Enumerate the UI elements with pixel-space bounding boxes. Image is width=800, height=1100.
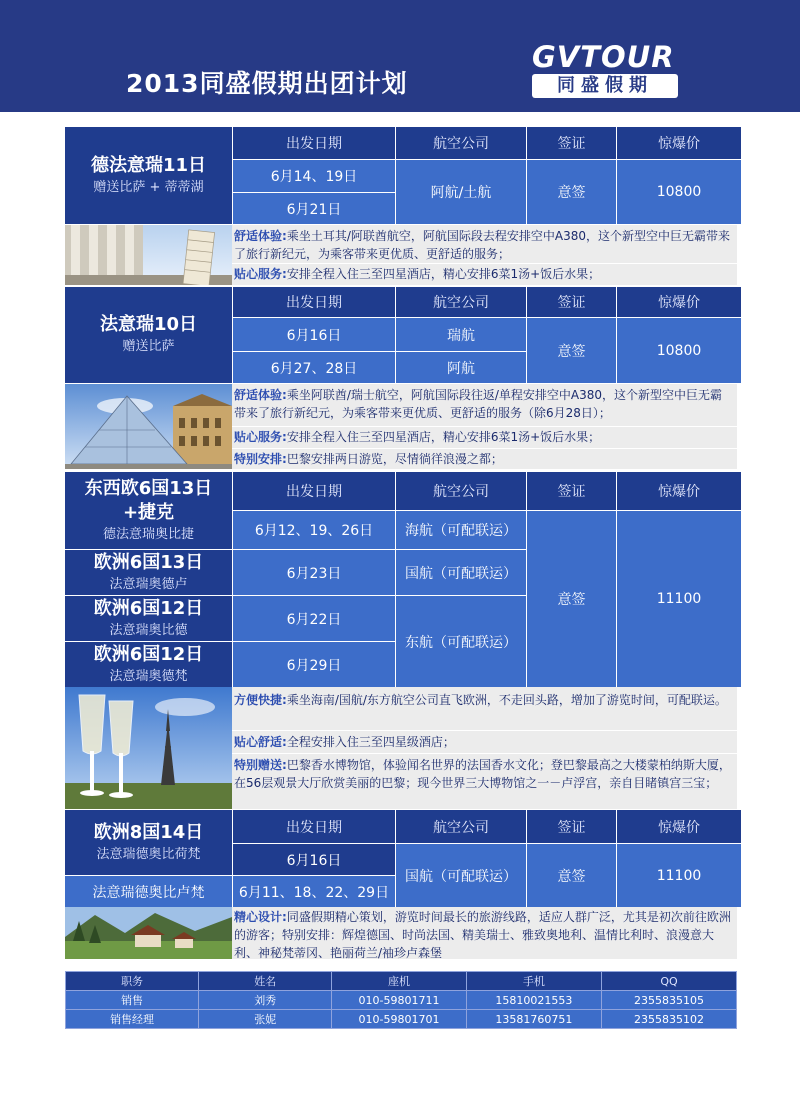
eiffel-champagne-photo <box>65 687 232 809</box>
col-header-price: 惊爆价 <box>617 127 741 159</box>
info-text: 全程安排入住三至四星级酒店； <box>286 735 455 749</box>
col-header-airline: 航空公司 <box>396 127 526 159</box>
tour-2-date-2: 6月27、28日 <box>233 352 395 383</box>
info-label: 特别安排: <box>234 452 287 466</box>
tour-3-sub-3: 法意瑞奥比德 <box>109 622 188 638</box>
col-header-airline: 航空公司 <box>396 287 526 317</box>
contact-role: 销售经理 <box>66 1010 199 1029</box>
contact-phone: 010-59801701 <box>332 1010 467 1029</box>
info-text: 安排全程入住三至四星酒店，精心安排6菜1汤+饭后水果； <box>286 430 601 444</box>
tour-1-info-line-2 <box>234 265 733 283</box>
info-label: 贴心舒适: <box>234 735 287 749</box>
contact-qq: 2355835105 <box>601 991 736 1010</box>
tour-2-price: 10800 <box>617 318 741 383</box>
contact-header-qq: QQ <box>601 972 736 991</box>
tour-4-title-cell <box>65 810 232 875</box>
tour-3-name-2: 欧洲6国13日 <box>93 551 204 573</box>
col-header-price: 惊爆价 <box>617 287 741 317</box>
contact-header-mobile: 手机 <box>466 972 601 991</box>
info-label: 精心设计: <box>234 910 287 924</box>
col-header-airline: 航空公司 <box>396 810 526 843</box>
tour-1-visa: 意签 <box>527 160 616 224</box>
tour-3-price: 11100 <box>617 511 741 687</box>
col-header-date: 出发日期 <box>233 810 395 843</box>
col-header-date: 出发日期 <box>233 127 395 159</box>
tour-4-info-line-1 <box>234 908 733 962</box>
tour-2-name: 法意瑞10日 <box>99 314 198 335</box>
contact-mobile: 15810021553 <box>466 991 601 1010</box>
contact-phone: 010-59801711 <box>332 991 467 1010</box>
tour-4-name: 欧洲8国14日 <box>93 821 204 843</box>
tour-2-visa: 意签 <box>527 318 616 383</box>
tour-1-airline: 阿航/土航 <box>396 160 526 224</box>
tour-3-title-cell-1 <box>65 472 232 549</box>
tour-3-title-cell-3 <box>65 596 232 641</box>
info-label: 贴心服务: <box>234 430 287 444</box>
gvtour-logo <box>532 42 682 100</box>
tour-2-date-1: 6月16日 <box>233 318 395 351</box>
tour-3-sub-4: 法意瑞奥德梵 <box>109 668 188 684</box>
contact-qq: 2355835102 <box>601 1010 736 1029</box>
tour-3-name-3: 欧洲6国12日 <box>93 597 204 619</box>
tour-4-info <box>65 907 737 959</box>
tour-3-airline-3: 东航（可配联运） <box>396 596 526 687</box>
contact-name: 张妮 <box>199 1010 332 1029</box>
info-text: 巴黎安排两日游览，尽情徜徉浪漫之都； <box>286 452 503 466</box>
table-row <box>66 1010 737 1029</box>
tour-3-date-4: 6月29日 <box>233 642 395 687</box>
tour-4-date-2: 6月11、18、22、29日 <box>233 876 395 907</box>
tour-3-airline-1: 海航（可配联运） <box>396 511 526 549</box>
tour-3-airline-2: 国航（可配联运） <box>396 550 526 595</box>
pisa-tower-photo <box>65 225 232 285</box>
tour-3-info-line-2 <box>234 733 733 751</box>
page-header <box>0 0 800 112</box>
tour-1-price: 10800 <box>617 160 741 224</box>
col-header-price: 惊爆价 <box>617 472 741 510</box>
tour-4-price: 11100 <box>617 844 741 907</box>
col-header-visa: 签证 <box>527 287 616 317</box>
tour-1-title-cell <box>65 127 232 224</box>
tour-3-date-2: 6月23日 <box>233 550 395 595</box>
tour-3-info-line-1 <box>234 691 733 729</box>
tour-3-name-1: 东西欧6国13日 <box>84 477 213 499</box>
info-label: 特别赠送: <box>234 758 287 772</box>
tour-2-sub: 赠送比萨 <box>122 339 175 354</box>
tour-3-name-4: 欧洲6国12日 <box>93 643 204 665</box>
tour-1-date-1: 6月14、19日 <box>233 160 395 192</box>
tour-1-info <box>65 225 737 285</box>
page-title: 2013同盛假期出团计划 <box>126 69 408 98</box>
tour-4-info-lines <box>234 908 733 962</box>
tour-4-date-1: 6月16日 <box>233 844 395 875</box>
col-header-visa: 签证 <box>527 472 616 510</box>
logo-text-cn: 同盛假期 <box>532 74 678 98</box>
tour-4-table <box>65 810 737 907</box>
col-header-date: 出发日期 <box>233 472 395 510</box>
contact-name: 刘秀 <box>199 991 332 1010</box>
contact-header-name: 姓名 <box>199 972 332 991</box>
col-header-visa: 签证 <box>527 127 616 159</box>
info-text: 乘坐土耳其/阿联酋航空，阿航国际段去程安排空中A380，这个新型空中巨无霸带来了旅行新纪元，为乘客带来更优质、更舒适的服务； <box>234 229 730 261</box>
info-text: 乘坐海南/国航/东方航空公司直飞欧洲，不走回头路，增加了游览时间，可配联运。 <box>286 693 727 707</box>
tour-1-name: 德法意瑞11日 <box>90 154 207 176</box>
tour-1-info-lines <box>234 227 733 283</box>
tour-3-date-1: 6月12、19、26日 <box>233 511 395 549</box>
tour-3-visa: 意签 <box>527 511 616 687</box>
tour-1-sub: 赠送比萨 + 蒂蒂湖 <box>93 179 204 195</box>
col-header-date: 出发日期 <box>233 287 395 317</box>
info-label: 舒适体验: <box>234 229 287 243</box>
tour-2-title-cell <box>65 287 232 383</box>
tour-4-visa: 意签 <box>527 844 616 907</box>
info-text: 安排全程入住三至四星酒店，精心安排6菜1汤+饭后水果； <box>286 267 601 281</box>
tour-3-date-3: 6月22日 <box>233 596 395 641</box>
tour-3-sub-1: 德法意瑞奥比捷 <box>102 526 194 542</box>
tour-4-sub: 法意瑞德奥比荷梵 <box>96 846 201 862</box>
tour-2-info-lines <box>234 386 733 468</box>
tour-2-info-line-3 <box>234 450 733 468</box>
col-header-price: 惊爆价 <box>617 810 741 843</box>
tour-3-title-cell-2 <box>65 550 232 595</box>
tour-2-table <box>65 287 737 383</box>
info-label: 舒适体验: <box>234 388 287 402</box>
tour-3-info-lines <box>234 691 733 792</box>
tour-2-info-line-2 <box>234 428 733 446</box>
contact-header-phone: 座机 <box>332 972 467 991</box>
col-header-airline: 航空公司 <box>396 472 526 510</box>
louvre-pyramid-photo <box>65 384 232 469</box>
tour-1-table <box>65 127 737 224</box>
info-label: 贴心服务: <box>234 267 287 281</box>
tour-4-airline: 国航（可配联运） <box>396 844 526 907</box>
tour-2-airline-1: 瑞航 <box>396 318 526 351</box>
tour-4-sub-2: 法意瑞德奥比卢梵 <box>65 876 232 907</box>
contact-header-row <box>66 972 737 991</box>
tour-2-info-line-1 <box>234 386 733 424</box>
logo-text-en: GVTOUR <box>532 40 675 74</box>
info-text: 同盛假期精心策划，游览时间最长的旅游线路，适应人群广泛，尤其是初次前往欧洲的游客；特别安排：辉煌德国、时尚法国、精美瑞士、雅致奥地利、温情比利时、浪漫意大利、神秘梵蒂冈、艳丽荷兰/袖珍卢森堡 <box>234 910 731 960</box>
tour-2-info <box>65 384 737 469</box>
tour-3-sub-2: 法意瑞奥德卢 <box>109 576 188 592</box>
tour-3-info-line-3 <box>234 756 733 792</box>
col-header-visa: 签证 <box>527 810 616 843</box>
tour-3-title-cell-4 <box>65 642 232 687</box>
tour-1-info-line-1 <box>234 227 733 263</box>
contact-role: 销售 <box>66 991 199 1010</box>
info-text: 巴黎香水博物馆，体验闻名世界的法国香水文化；登巴黎最高之大楼蒙柏纳斯大厦，在56层观景大厅欣赏美丽的巴黎；现今世界三大博物馆之一－卢浮宫，亲自目睹镇宫三宝； <box>234 758 731 790</box>
tour-1-date-2: 6月21日 <box>233 193 395 224</box>
tour-3-table <box>65 472 737 687</box>
info-label: 方便快捷: <box>234 693 287 707</box>
contact-table <box>65 971 737 1029</box>
alpine-village-photo <box>65 907 232 959</box>
contact-mobile: 13581760751 <box>466 1010 601 1029</box>
tour-2-airline-2: 阿航 <box>396 352 526 383</box>
info-text: 乘坐阿联酋/瑞士航空，阿航国际段往返/单程安排空中A380，这个新型空中巨无霸带来了旅行新纪元，为乘客带来更优质、更舒适的服务（除6月28日）； <box>234 388 723 420</box>
tour-3-info <box>65 687 737 809</box>
tour-3-name-1b: +捷克 <box>122 501 175 523</box>
contact-header-role: 职务 <box>66 972 199 991</box>
table-row <box>66 991 737 1010</box>
